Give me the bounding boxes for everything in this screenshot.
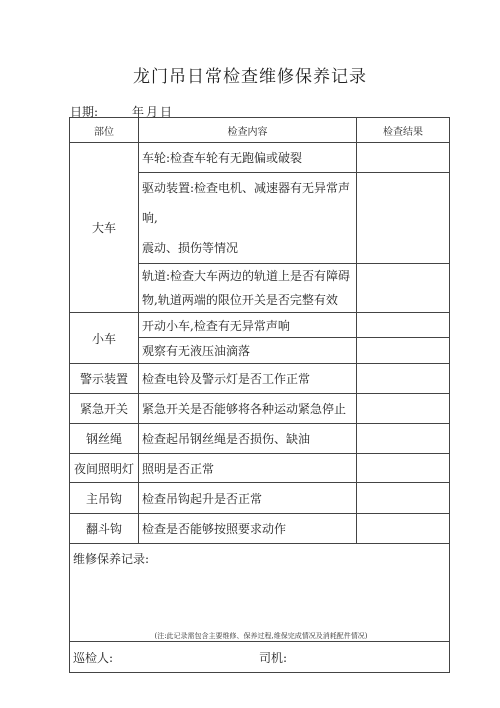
content-cell: 开动小车,检查有无异常声响 (139, 313, 357, 338)
part-cell: 大车 (70, 143, 139, 313)
part-cell: 警示装置 (70, 364, 139, 394)
signature-row (70, 642, 450, 673)
content-line: 震动、损伤等情况 (142, 241, 239, 255)
records-row (70, 544, 450, 642)
content-cell (139, 264, 357, 313)
table-row (70, 454, 450, 483)
table-row (70, 364, 450, 394)
header-part: 部位 (70, 118, 139, 143)
content-line: 驱动装置:检查电机、减速器有无异常声 响, (142, 181, 351, 225)
date-year: 年 (132, 105, 145, 119)
content-cell: 观察有无液压油滴落 (139, 338, 357, 364)
content-line: 物,轨道两端的限位开关是否完整有效 (142, 293, 338, 307)
content-cell: 检查是否能够按照要求动作 (139, 514, 357, 544)
result-cell[interactable] (357, 424, 450, 454)
content-cell: 检查起吊钢丝绳是否损伤、缺油 (139, 424, 357, 454)
driver-label: 司机: (259, 650, 288, 665)
content-cell (139, 173, 357, 264)
part-cell: 夜间照明灯 (70, 454, 139, 483)
content-cell: 车轮:检查车轮有无跑偏或破裂 (139, 143, 357, 173)
part-cell: 钢丝绳 (70, 424, 139, 454)
records-label: 维修保养记录: (73, 552, 150, 566)
result-cell[interactable] (357, 143, 450, 173)
table-row (70, 394, 450, 424)
result-cell[interactable] (357, 173, 450, 264)
table-row (70, 424, 450, 454)
table-row (70, 313, 450, 338)
table-row (70, 483, 450, 514)
header-content: 检查内容 (139, 118, 357, 143)
date-label: 日期: (70, 105, 99, 119)
date-day: 日 (160, 105, 173, 119)
page-title: 龙门吊日常检查维修保养记录 (133, 67, 367, 87)
result-cell[interactable] (357, 364, 450, 394)
result-cell[interactable] (357, 264, 450, 313)
content-cell: 检查电铃及警示灯是否工作正常 (139, 364, 357, 394)
table-row (70, 143, 450, 173)
part-cell: 小车 (70, 313, 139, 364)
part-cell: 主吊钩 (70, 483, 139, 514)
part-cell: 翻斗钩 (70, 514, 139, 544)
result-cell[interactable] (357, 394, 450, 424)
content-cell: 紧急开关是否能够将各种运动紧急停止 (139, 394, 357, 424)
content-line: 轨道:检查大车两边的轨道上是否有障碍 (142, 269, 351, 283)
content-cell: 照明是否正常 (139, 454, 357, 483)
result-cell[interactable] (357, 338, 450, 364)
date-month: 月 (146, 105, 159, 119)
records-cell[interactable] (70, 544, 450, 642)
inspector-label: 巡检人: (73, 650, 114, 665)
result-cell[interactable] (357, 483, 450, 514)
content-cell: 检查吊钩起升是否正常 (139, 483, 357, 514)
result-cell[interactable] (357, 313, 450, 338)
records-note: (注:此记录需包含主要维修、保养过程,维保完成情况及消耗配件情况) (154, 632, 368, 640)
table-row (70, 514, 450, 544)
header-result: 检查结果 (357, 118, 450, 143)
signature-cell (70, 642, 450, 673)
result-cell[interactable] (357, 514, 450, 544)
result-cell[interactable] (357, 454, 450, 483)
part-cell: 紧急开关 (70, 394, 139, 424)
inspection-table (69, 117, 450, 673)
